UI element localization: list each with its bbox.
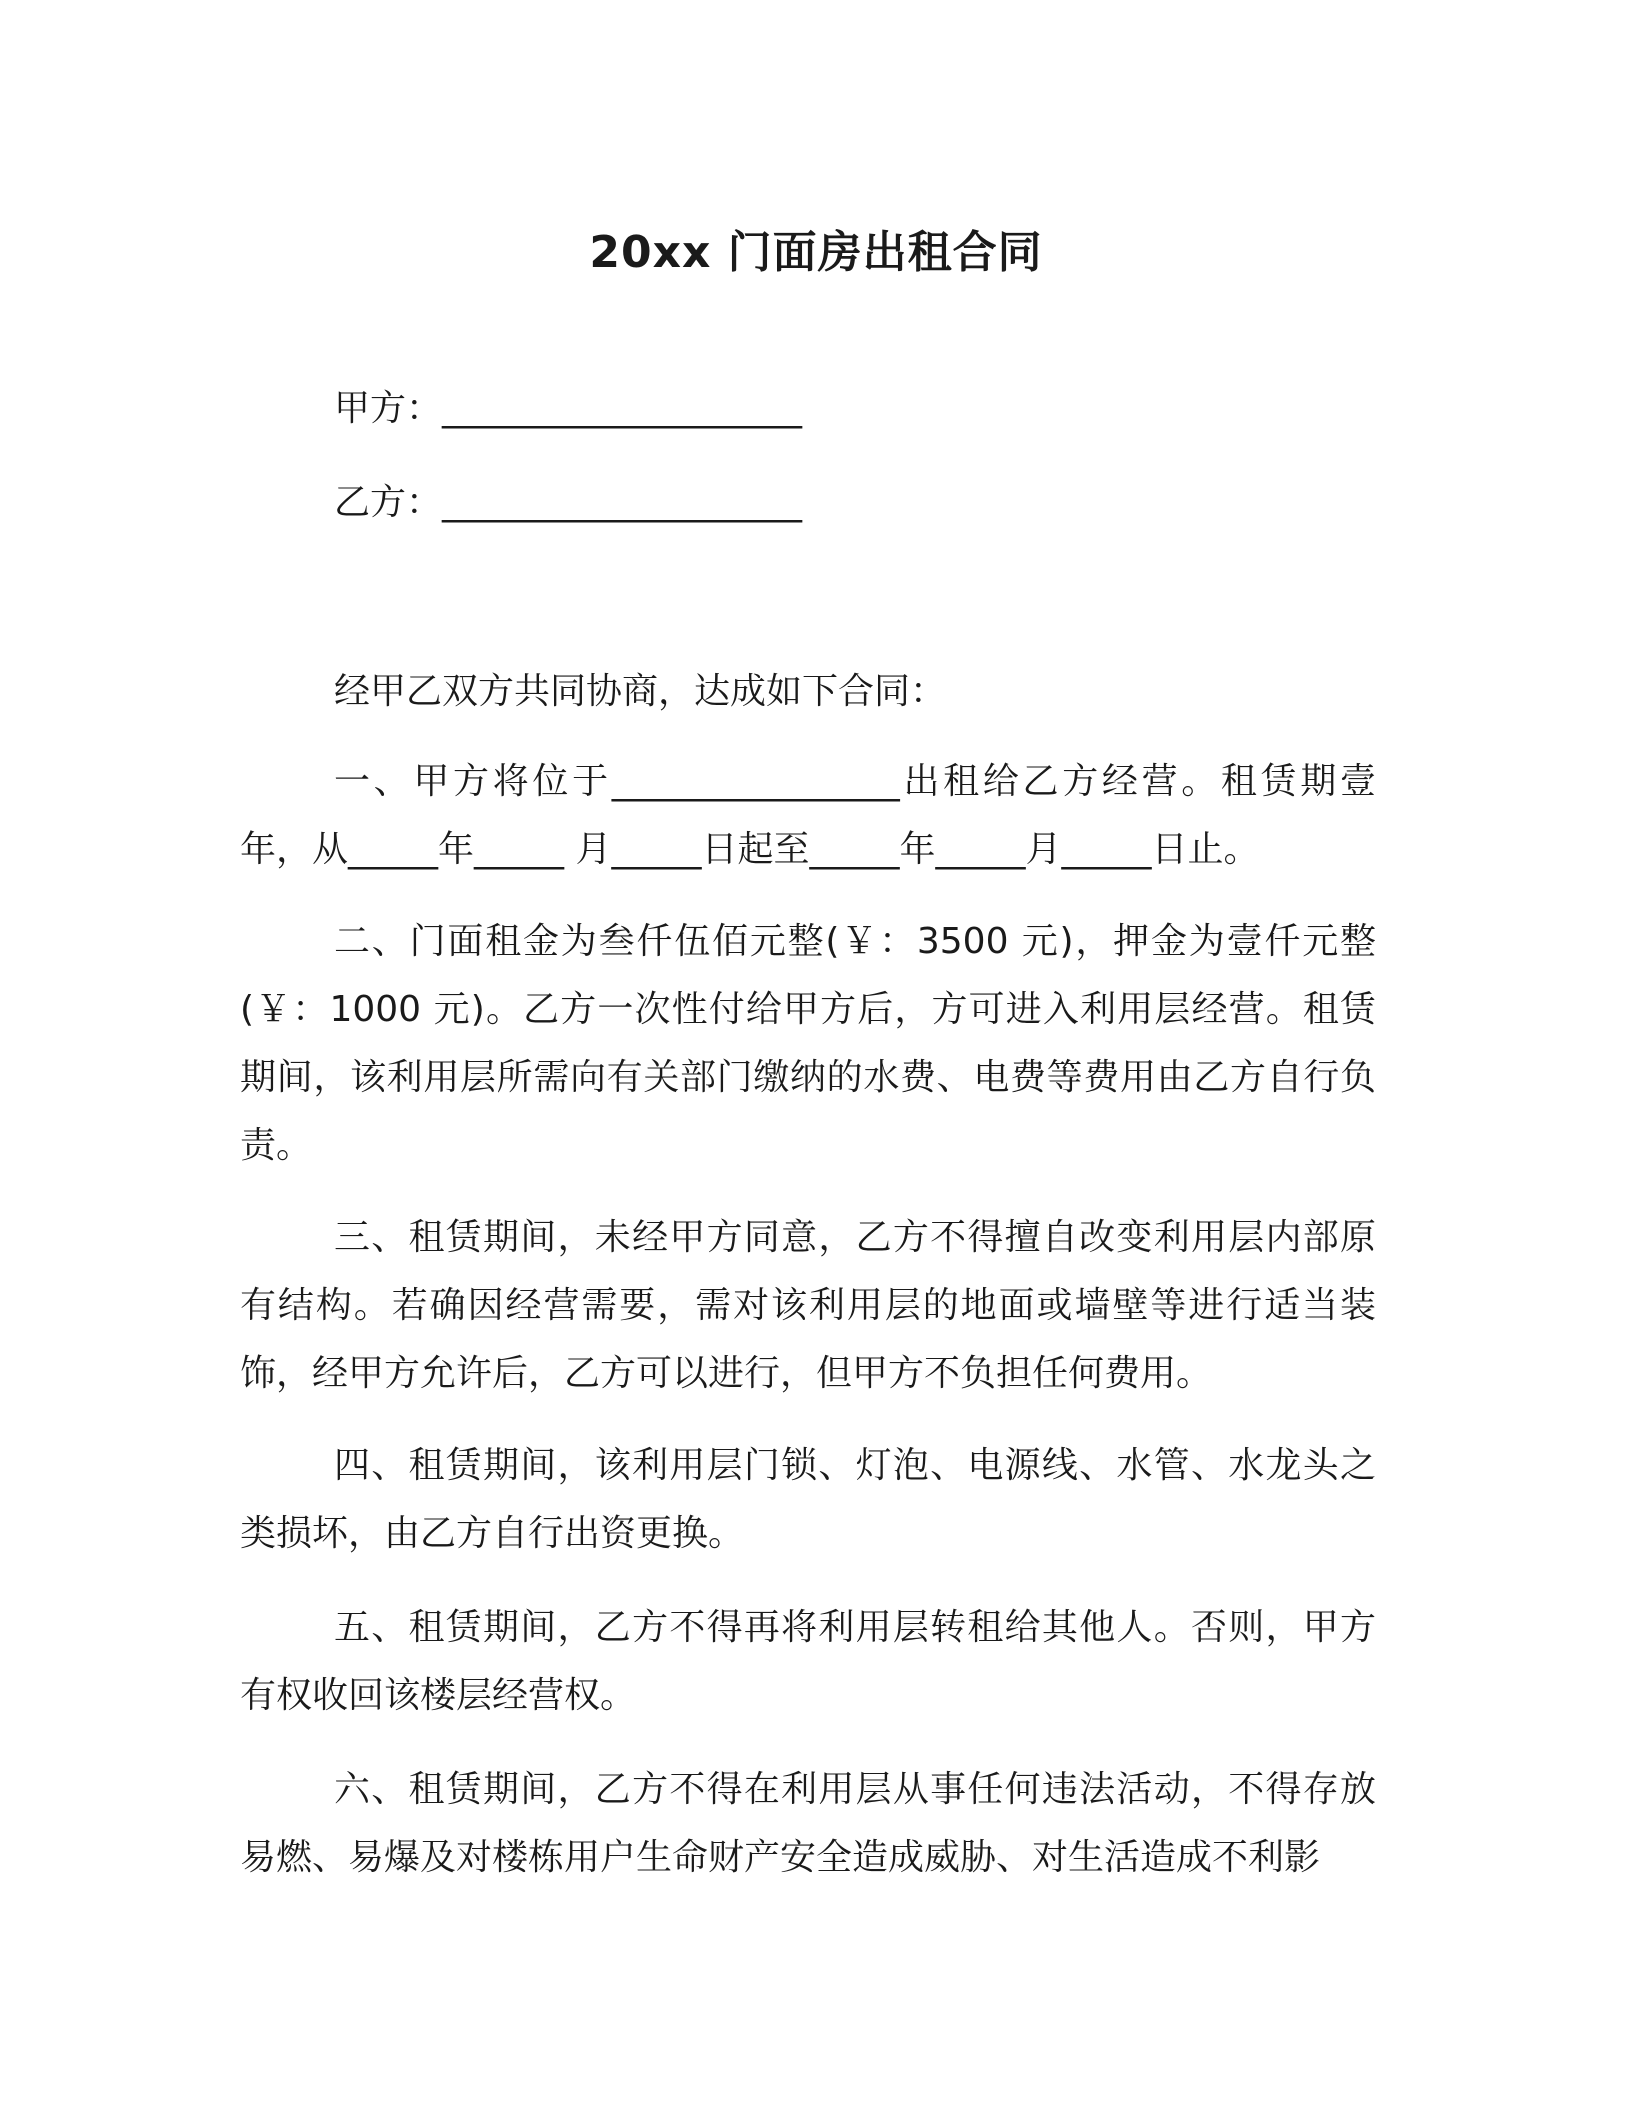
party-a-line: 甲方：____________________ <box>334 388 803 429</box>
clause-3: 三、租赁期间，未经甲方同意，乙方不得擅自改变利用层内部原有结构。若确因经营需要，需对该利用层的地面或墙壁等进行适当装饰，经甲方允许后，乙方可以进行，但甲方不负担任何费用。 <box>240 1217 1376 1394</box>
clause-4: 四、租赁期间，该利用层门锁、灯泡、电源线、水管、水龙头之类损坏，由乙方自行出资更换。 <box>240 1445 1376 1554</box>
document-title: 20xx 门面房出租合同 <box>589 227 1043 278</box>
clause-2: 二、门面租金为叁仟伍佰元整(￥：3500 元)，押金为壹仟元整(￥：1000 元)。乙方一次性付给甲方后，方可进入利用层经营。租赁期间，该利用层所需向有关部门缴纳的水费、电费等费用由乙方自行负责。 <box>240 921 1376 1166</box>
clause-6: 六、租赁期间，乙方不得在利用层从事任何违法活动，不得存放易燃、易爆及对楼栋用户生命财产安全造成威胁、对生活造成不利影 <box>240 1769 1376 1878</box>
party-b-line: 乙方：____________________ <box>334 482 803 523</box>
clause-5: 五、租赁期间，乙方不得再将利用层转租给其他人。否则，甲方有权收回该楼层经营权。 <box>240 1607 1376 1716</box>
clause-1: 一、甲方将位于________________出租给乙方经营。租赁期壹年，从_____年_____ 月_____日起至_____年_____月_____日止。 <box>240 761 1376 870</box>
intro-paragraph: 经甲乙双方共同协商，达成如下合同： <box>334 671 947 712</box>
